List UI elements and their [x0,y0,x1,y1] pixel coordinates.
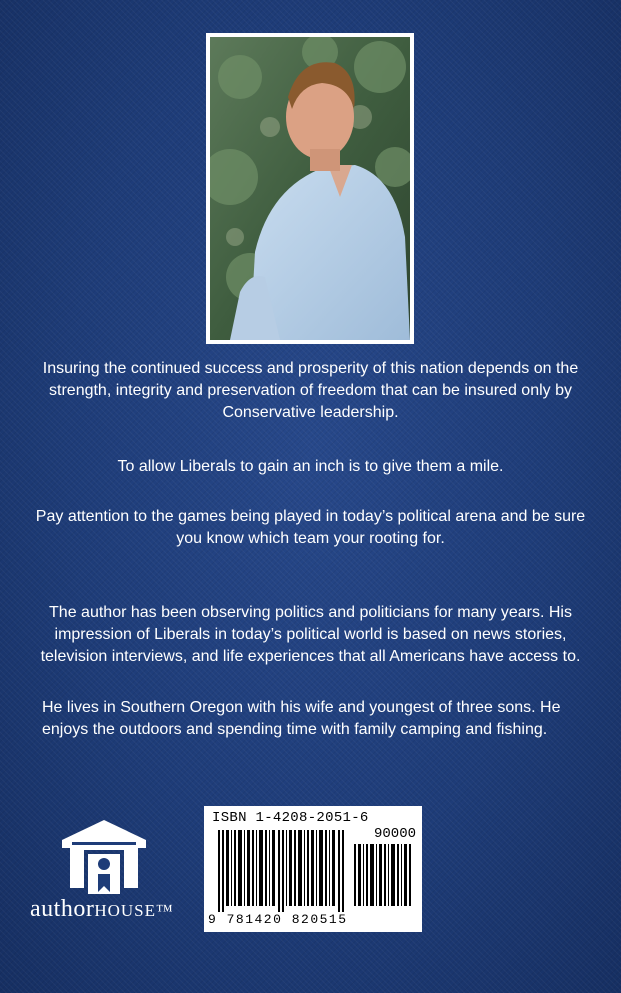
publisher-name [30,896,174,923]
author-bio-paragraph-2: He lives in Southern Oregon with his wife and youngest of three sons. He enjoys the outdoors and spending time with family camping and fishing. [42,699,561,738]
house-icon [58,818,150,894]
publisher-name-part2: HOUSE [94,901,156,920]
ean-barcode-bars [218,830,348,912]
publisher-name-part1: author [30,896,95,922]
trademark-symbol: ™ [155,901,174,920]
blurb-paragraph-2: To allow Liberals to gain an inch is to give them a mile. [117,458,504,475]
blurb-paragraph-3: Pay attention to the games being played in today’s political arena and be sure you know which team your rooting for. [35,508,586,547]
isbn-barcode [204,806,422,932]
author-photo-image [210,37,410,340]
ean-number: 9 781420 820515 [208,912,348,927]
isbn-label: ISBN 1-4208-2051-6 [212,810,369,826]
author-photo [206,33,414,344]
publisher-logo [30,818,190,928]
price-code: 90000 [373,826,416,842]
author-bio-paragraph-1: The author has been observing politics and politicians for many years. His impression of Liberals in today’s political world is based on news stories, television interviews, and life experiences that all Americans have access to. [40,604,581,665]
blurb-paragraph-1: Insuring the continued success and prosperity of this nation depends on the strength, integrity and preservation of freedom that can be insured only by Conservative leadership. [42,360,579,421]
addon-barcode-bars [354,844,414,906]
